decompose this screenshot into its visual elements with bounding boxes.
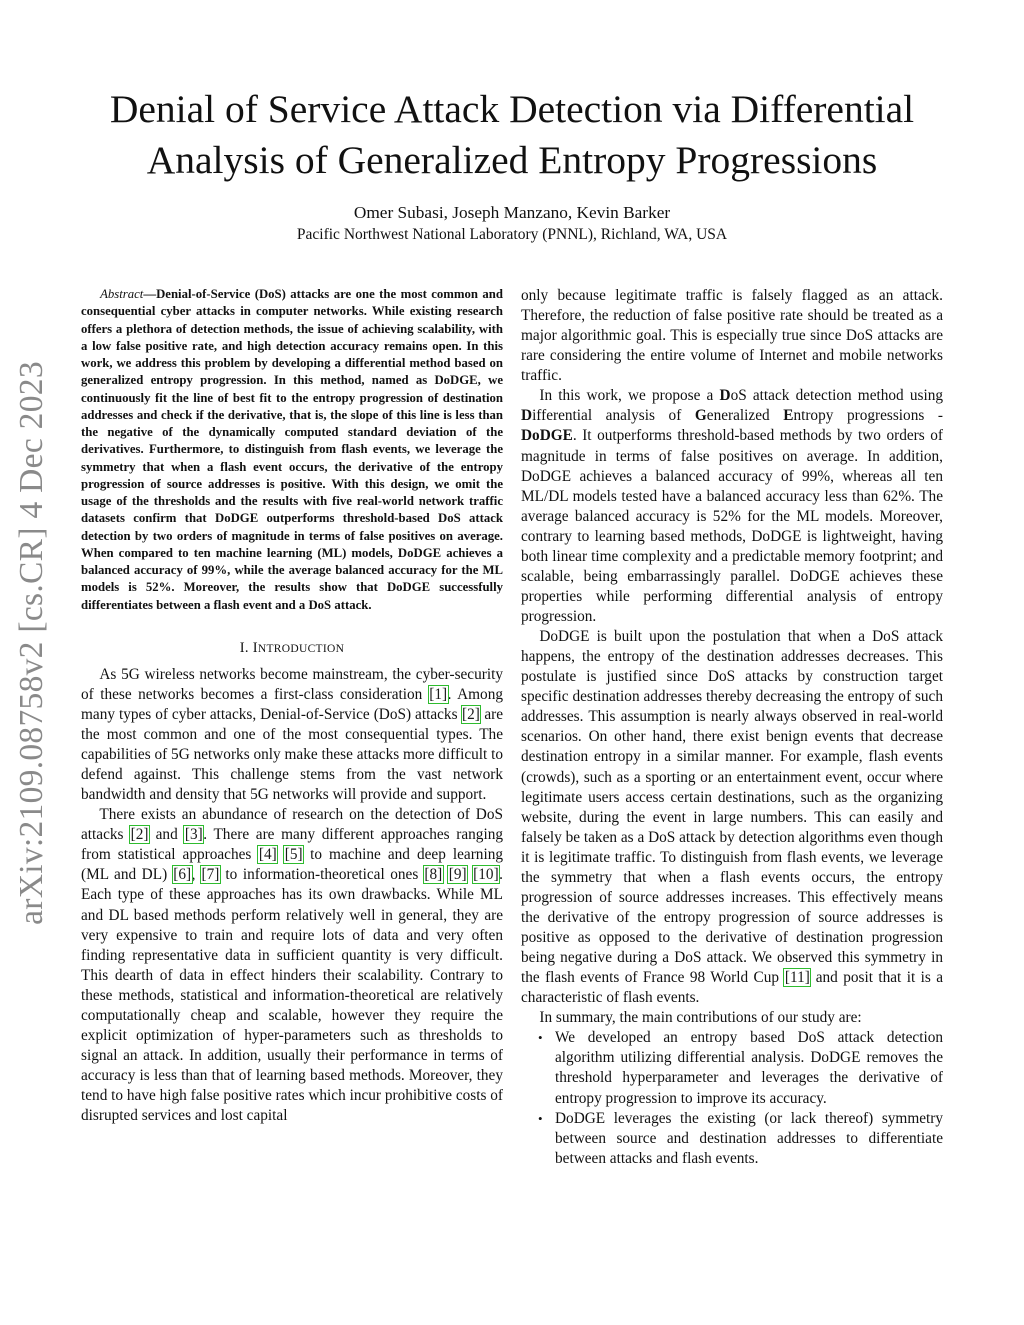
text-run: There exists an abundance of research on the detection of DoS attacks [81,806,503,844]
section-number: I. [239,639,253,656]
abstract-text: —Denial-of-Service (DoS) attacks are one the most common and consequential cyber attacks in computer networks. While existing research offers a plethora of detection methods, the issue of achieving scalability, with a low false positive rate, and high detection accuracy remains open. In this work, we address this problem by developing a differential method based on generalized entropy progression. In this method, named as DoDGE, we continuously fit the line of best fit to the entropy progression of destination addresses and check if the derivative, that is, the slope of this line is less than the negative of the dynamically computed standard deviation of the derivatives. Furthermore, to distinguish from flash events, we leverage the symmetry that when a flash event occurs, the derivative of the entropy progression of source addresses is positive. With this design, we omit the usage of the thresholds and the results with five real-world network traffic datasets confirm that DoDGE outperforms threshold-based DoS attack detection by two orders of magnitude in terms of false positives on average. When compared to ten machine learning (ML) models, DoDGE achieves a balanced accuracy of 99%, while the average balanced accuracy for the ML models is 52%. Moreover, the results show that DoDGE successfully differentiates between a flash event and a DoS attack. [81,287,503,612]
affiliation: Pacific Northwest National Laboratory (PNNL), Richland, WA, USA [296,226,728,243]
text-run: are the most common and one of the most consequential types. The capabilities of 5G networks only make these attacks more difficult to defend against. This challenge stems from the vast network bandwidth and density that 5G networks will provide and support. [81,705,504,804]
title-line-1: Denial of Service Attack Detection via Differential [109,87,915,131]
text-run: As 5G wireless networks become mainstream, the cyber-security of these networks becomes a first-class consideration [81,665,503,703]
contribution-list [521,1028,943,1168]
intro-paragraph-4 [521,627,943,1008]
acronym-letter: D [719,387,731,405]
section-rest: NTRODUCTION [257,642,345,655]
citation-link[interactable]: [9] [448,866,467,884]
text-run: oS attack detection method using [730,387,943,405]
section-heading-introduction [81,640,503,657]
bullet-icon: • [538,1030,543,1046]
paper-title [60,84,964,186]
text-run: . Each type of these approaches has its own drawbacks. While ML and DL based methods perform relatively well in general, they are very expensive to train and require lots of data and very often finding representative data in sufficient quantity is very difficult. This dearth of data in effect hinders their scalability. Contrary to these methods, statistical and information-theoretical are relatively computationally cheap and scalable, however they require the explicit optimization of hyper-parameters such as thresholds to signal an attack. In addition, usually their performance in terms of accuracy is less than that of learning based methods. Moreover, they tend to have high false positive rates which incur prohibitive costs of disrupted services and lost capital [81,866,503,1125]
acronym-letter: E [783,407,794,425]
citation-link[interactable]: [7] [201,866,220,884]
text-run: to machine and deep learning (ML and DL) [81,846,503,884]
text-run: eneralized [706,407,784,425]
text-run: and [148,826,185,844]
list-item [521,1028,943,1108]
arxiv-side-label: arXiv:2109.08758v2 [cs.CR] 4 Dec 2023 [13,361,50,925]
right-column [521,286,943,1169]
citation-link[interactable]: [2] [462,705,480,723]
citation-link[interactable]: [11] [784,969,810,987]
text-run: to information-theoretical ones [219,866,424,884]
list-item-text: DoDGE leverages the existing (or lack thereof) symmetry between source and destination addresses to differentiate between attacks and flash events. [555,1109,943,1167]
text-run: ntropy progressions - [793,407,943,425]
left-column [81,286,503,1126]
author-list: Omer Subasi, Joseph Manzano, Kevin Barker [353,203,671,222]
text-run: , [191,866,201,884]
intro-paragraph-3 [521,386,943,627]
intro-paragraph-5: In summary, the main contributions of our study are: [539,1009,862,1027]
list-item-text: We developed an entropy based DoS attack detection algorithm utilizing differential analysis. DoDGE removes the threshold hyperparameter and leverages the derivative of entropy progression to improve its accuracy. [555,1029,943,1107]
acronym-letter: D [521,407,533,425]
text-run [467,866,473,883]
citation-link[interactable]: [6] [173,866,192,884]
intro-paragraph-1 [81,665,503,805]
list-item [521,1109,943,1169]
acronym-letter: G [694,407,707,425]
continued-paragraph: only because legitimate traffic is falsely flagged as an attack. Therefore, the reduction of false positive rate should be treated as a major algorithmic goal. This is especially true since DoS attacks are rare considering the entire volume of Internet and mobile networks traffic. [521,287,943,385]
citation-link[interactable]: [4] [258,846,277,864]
title-line-2: Analysis of Generalized Entropy Progressions [146,138,878,182]
text-run: ifferential analysis of [532,407,695,425]
citation-link[interactable]: [1] [429,685,448,703]
section-initial: I [252,639,258,656]
citation-link[interactable]: [3] [184,826,203,844]
text-run: and posit that it is a characteristic of flash events. [521,969,943,1007]
text-run: . It outperforms threshold-based methods by two orders of magnitude in terms of false positives on average. In addition, DoDGE achieves a balanced accuracy of 99%, whereas all ten ML/DL models tested have a balanced accuracy less than 62%. The average balanced accuracy is 52% for the ML models. Moreover, contrary to learning based methods, DoDGE is lightweight, having both linear time complexity and a predictable memory footprint; and scalable, being embarrassingly parallel. DoDGE achieves these properties while performing differential analysis of entropy progression. [521,427,943,625]
citation-link[interactable]: [10] [473,866,499,884]
text-run: In this work, we propose a [539,387,720,405]
abstract-label: Abstract [100,287,144,301]
text-run: . There are many different approaches ranging from statistical approaches [81,826,503,864]
citation-link[interactable]: [8] [424,866,443,884]
citation-link[interactable]: [2] [130,826,149,844]
intro-paragraph-2 [81,805,503,1126]
citation-link[interactable]: [5] [284,846,303,864]
bullet-icon: • [538,1110,543,1126]
abstract [81,286,503,614]
text-run: DoDGE is built upon the postulation that when a DoS attack happens, the entropy of the destination addresses decreases. This postulate is justified since DoS attacks by construction target specific destination addresses thereby decreasing the entropy of such addresses. This assumption is nearly always observed in real-world scenarios. On other hand, there exist benign events that decrease destination entropy in a similar manner. For example, flash events (crowds), such as a sporting or an entertainment event, occur where legitimate users access certain destinations, such as the organizing website, during the event in large numbers. This can easily and falsely be taken as a DoS attack by detection algorithms even though it is legitimate traffic. To distinguish from flash events, we leverage the symmetry that when a flash events occurs, the entropy progression of source addresses increases. This effectively means the derivative of the entropy progression of source addresses is positive as opposed to the derivative of destination progression being negative during a DoS attack. We observed this symmetry in the flash events of France 98 World Cup [521,628,943,987]
text-run: . Among many types of cyber attacks, Denial-of-Service (DoS) attacks [81,685,503,723]
method-name: DoDGE [521,427,573,445]
